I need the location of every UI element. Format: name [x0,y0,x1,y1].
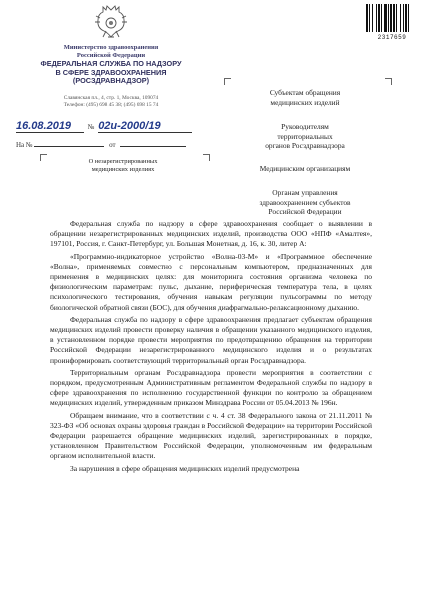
from-label: от [109,141,116,149]
addressee-1 [250,88,360,107]
outgoing-number: 02и-2000/19 [98,120,192,133]
service-line-2: В СФЕРЕ ЗДРАВООХРАНЕНИЯ [55,67,167,77]
corner-mark-right [385,78,392,85]
barcode-bar [403,4,404,32]
service-line-3: (РОСЗДРАВНАДЗОР) [72,76,150,85]
body-paragraph-2: «Программно-индикаторное устройство «Волна-03-М» и «Программное обеспечение «Волна», применяемых совместно с персональным компьютером, предназначенных для применения в медицинских целях: для мониторинга состояния организма человека по физиологическим параметрам: пульс, дыхание, периферическая температура тела, в целях психологического тестирования, обучения навыкам регуляции пульсограммы по методу биологической обратной связи (БОС), для обучения диафрагмально-релаксационному дыханию. [50,251,372,312]
reference-label: На № [16,141,33,149]
addressee-line: органов Росздравнадзора [265,141,345,150]
barcode-bar [400,4,401,32]
state-emblem-icon [94,4,128,42]
reference-row [16,138,202,150]
addressee-line: Органам управления [272,188,338,197]
addressee-line: Руководителям [281,122,329,131]
outgoing-date: 16.08.2019 [16,120,84,133]
ministry-line-1: Министерство здравоохранения [63,44,159,51]
service-line-1: ФЕДЕРАЛЬНАЯ СЛУЖБА ПО НАДЗОРУ [40,59,182,68]
barcode-number: 2317659 [377,34,407,41]
addressee-line: здравоохранением субъектов [259,197,351,207]
body-paragraph-4: Территориальным органам Росздравнадзора провести мероприятия в соответствии с порядком, предусмотренным Административным регламентом Федеральной службы по надзору в сфере здравоохранения по исполнению государственной функции по контролю за обращением медицинских изделий, утвержденным приказом Минздрава России от 05.04.2013 № 196н. [50,367,372,408]
outgoing-registration [16,120,202,136]
body-paragraph-1: Федеральная служба по надзору в сфере здравоохранения сообщает о выявлении в обращении незарегистрированных медицинских изделий, производства ООО «НПФ «Амалтея», 197101, Россия, г. Санкт-Петербург, ул. Большая Монетная, д. 16, к. 30, литер А: [50,219,372,249]
addressee-line: Российской Федерации [268,207,342,216]
barcode-bar [372,4,373,32]
addressee-4 [250,188,360,217]
address-line: Славянская пл., 4, стр. 1, Москва, 109074 [63,95,159,101]
barcode-bar [381,4,382,32]
addressee-line: медицинских изделий [270,97,340,107]
corner-mark-left [40,154,47,161]
addressee-line: Субъектам обращения [269,88,341,97]
reference-date-blank [120,138,186,147]
sender-address [30,95,192,108]
barcode-bar [366,4,368,32]
barcode-bar [384,4,387,32]
barcode-bar [405,4,407,32]
addressee-2 [250,122,360,151]
addressee-3 [250,164,360,174]
phone-line: Телефон: (495) 698 45 38; (495) 698 15 74 [63,101,159,108]
barcode-bar [408,4,409,32]
barcode-bar [378,4,380,32]
service-name [22,60,200,86]
corner-mark-right [203,154,210,161]
barcode-bar [376,4,377,32]
number-label: № [87,123,95,131]
body-paragraph-6: За нарушения в сфере обращения медицинских изделий предусмотрена [70,463,300,473]
ministry-name [36,44,186,59]
addressee-line: территориальных [277,131,333,141]
barcode-bar [388,4,389,32]
body-paragraph-3: Федеральная служба по надзору в сфере здравоохранения предлагает субъектам обращения медицинских изделий провести проверку наличия в обращении указанного медицинского изделия, в установленном порядке провести мероприятия по предотвращению обращения на территории Российской Федерации незарегистрированного медицинского изделия и о результатах проинформировать соответствующий территориальный орган Росздравнадзора. [50,314,372,365]
ministry-line-2: Российской Федерации [76,51,146,59]
barcode-bar [393,4,395,32]
letter-body [50,219,372,476]
subject-line-1: О незарегистрированных [88,158,158,165]
subject-line-2: медицинских изделиях [91,166,155,173]
barcode-icon [366,4,418,32]
barcode-bar [390,4,392,32]
body-paragraph-5: Обращаем внимание, что в соответствии с ч. 4 ст. 38 Федерального закона от 21.11.2011 № 323-ФЗ «Об основах охраны здоровья граждан в Российской Федерации» на территории Российской Федерации разрешается обращение медицинских изделий, зарегистрированных в порядке, установленном Правительством Российской Федерации, уполномоченным им федеральным органом исполнительной власти. [50,410,372,461]
barcode-bar [396,4,397,32]
barcode-bar [369,4,370,32]
subject-note [60,158,186,174]
addressee-line: Медицинским организациям [259,164,351,173]
corner-mark-left [224,78,231,85]
reference-number-blank [34,138,104,147]
